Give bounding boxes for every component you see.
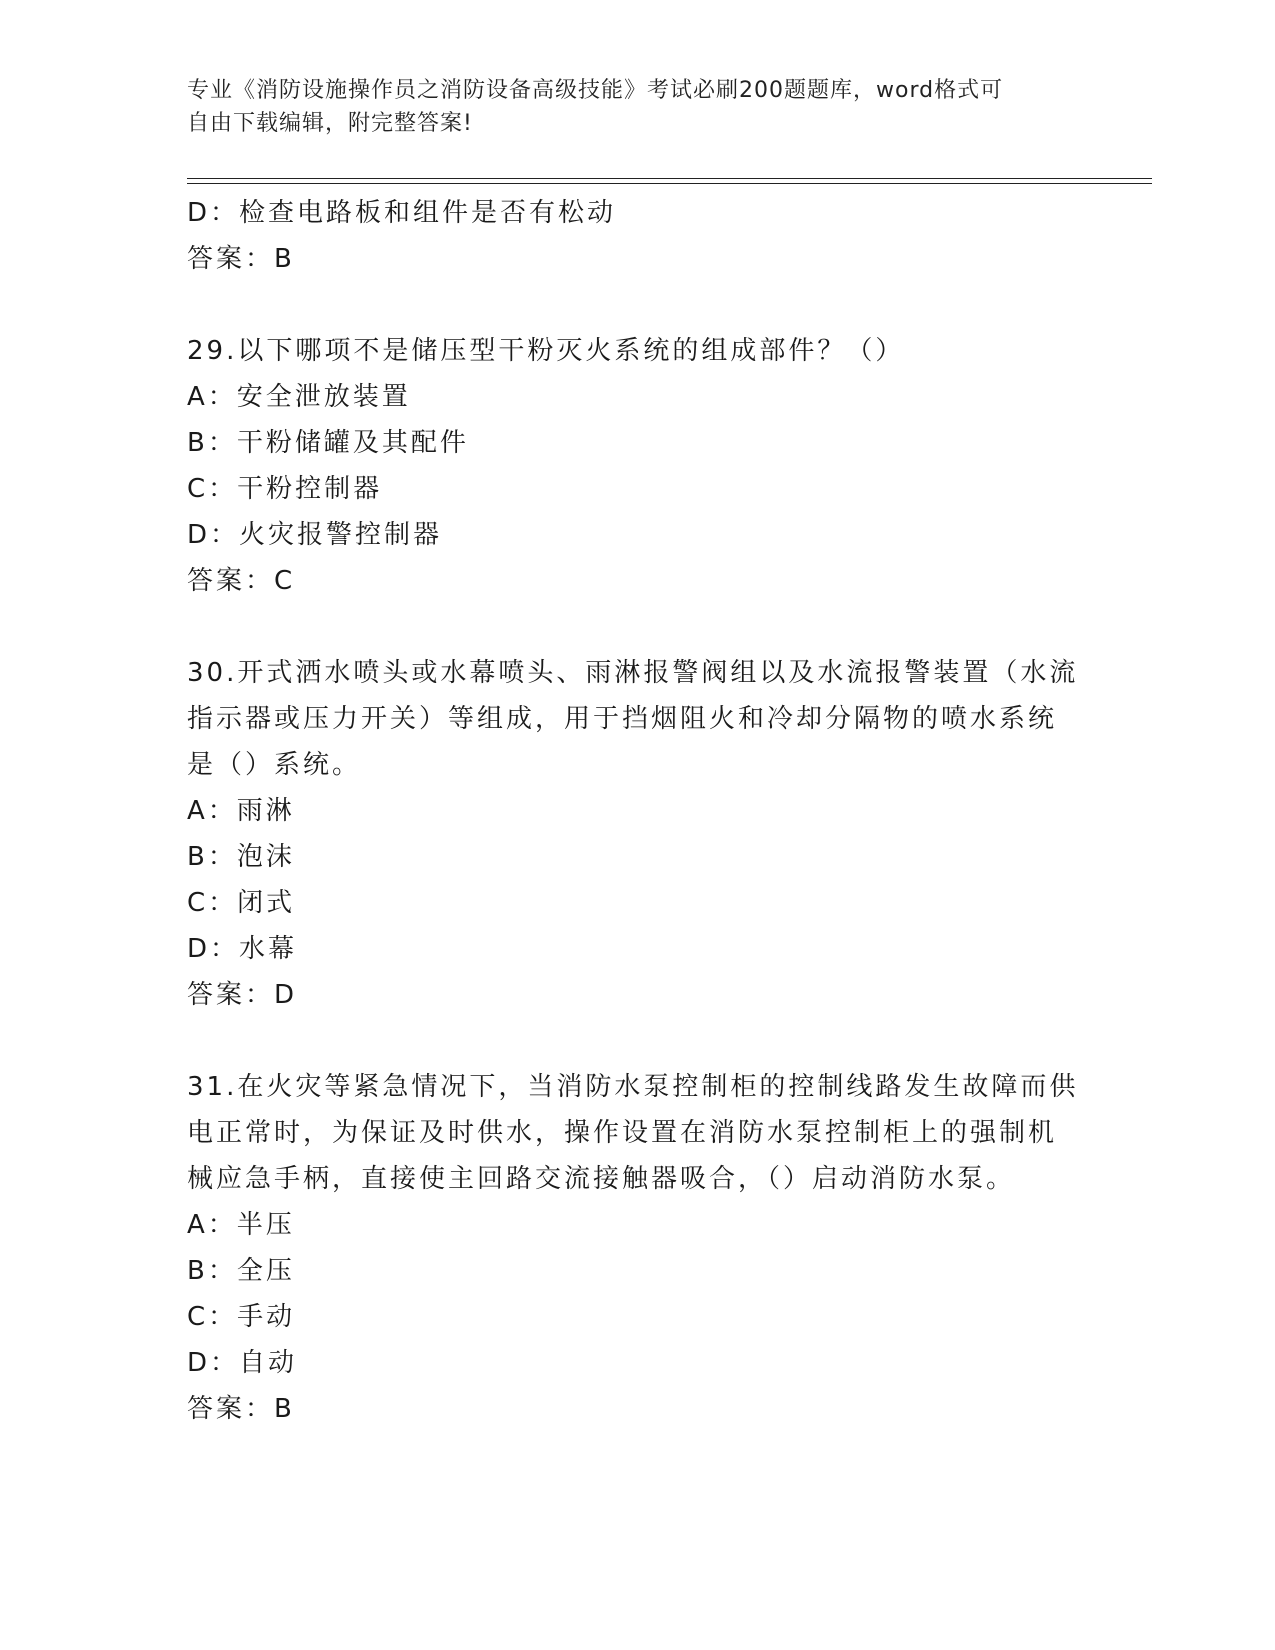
question-30 [187,650,1087,1018]
option-d: D：检查电路板和组件是否有松动 [187,198,617,228]
option-b: B：泡沫 [187,842,295,872]
spacer [187,282,1087,328]
option-c: C：闭式 [187,888,296,918]
answer-line: 答案：D [187,980,298,1010]
spacer [187,604,1087,650]
page-header [187,74,1087,140]
option-a: A：半压 [187,1210,295,1240]
question-text-line-3: 械应急手柄，直接使主回路交流接触器吸合，（）启动消防水泵。 [187,1164,1016,1194]
question-text-line-2: 指示器或压力开关）等组成，用于挡烟阻火和冷却分隔物的喷水系统 [187,704,1058,734]
question-text: 29.以下哪项不是储压型干粉灭火系统的组成部件？（） [187,336,905,366]
question-text-line-2: 电正常时，为保证及时供水，操作设置在消防水泵控制柜上的强制机 [187,1118,1058,1148]
option-b: B：干粉储罐及其配件 [187,428,469,458]
option-c: C：干粉控制器 [187,474,383,504]
previous-question-tail [187,190,1087,282]
answer-line: 答案：B [187,1394,295,1424]
question-list [187,190,1087,1432]
option-d: D：自动 [187,1348,298,1378]
option-d: D：火灾报警控制器 [187,520,443,550]
option-a: A：雨淋 [187,796,295,826]
header-line-2: 自由下载编辑，附完整答案! [187,111,473,136]
header-divider-top [187,178,1152,179]
option-b: B：全压 [187,1256,295,1286]
spacer [187,1018,1087,1064]
question-text-line-3: 是（）系统。 [187,750,362,780]
header-divider-bottom [187,183,1152,184]
option-c: C：手动 [187,1302,296,1332]
question-text-line-1: 30.开式洒水喷头或水幕喷头、雨淋报警阀组以及水流报警装置（水流 [187,658,1079,688]
question-31 [187,1064,1087,1432]
header-line-1: 专业《消防设施操作员之消防设备高级技能》考试必刷200题题库，word格式可 [187,78,1004,103]
option-a: A：安全泄放装置 [187,382,411,412]
answer-line: 答案：B [187,244,295,274]
answer-line: 答案：C [187,566,296,596]
option-d: D：水幕 [187,934,298,964]
question-text-line-1: 31.在火灾等紧急情况下，当消防水泵控制柜的控制线路发生故障而供 [187,1072,1079,1102]
question-29 [187,328,1087,604]
